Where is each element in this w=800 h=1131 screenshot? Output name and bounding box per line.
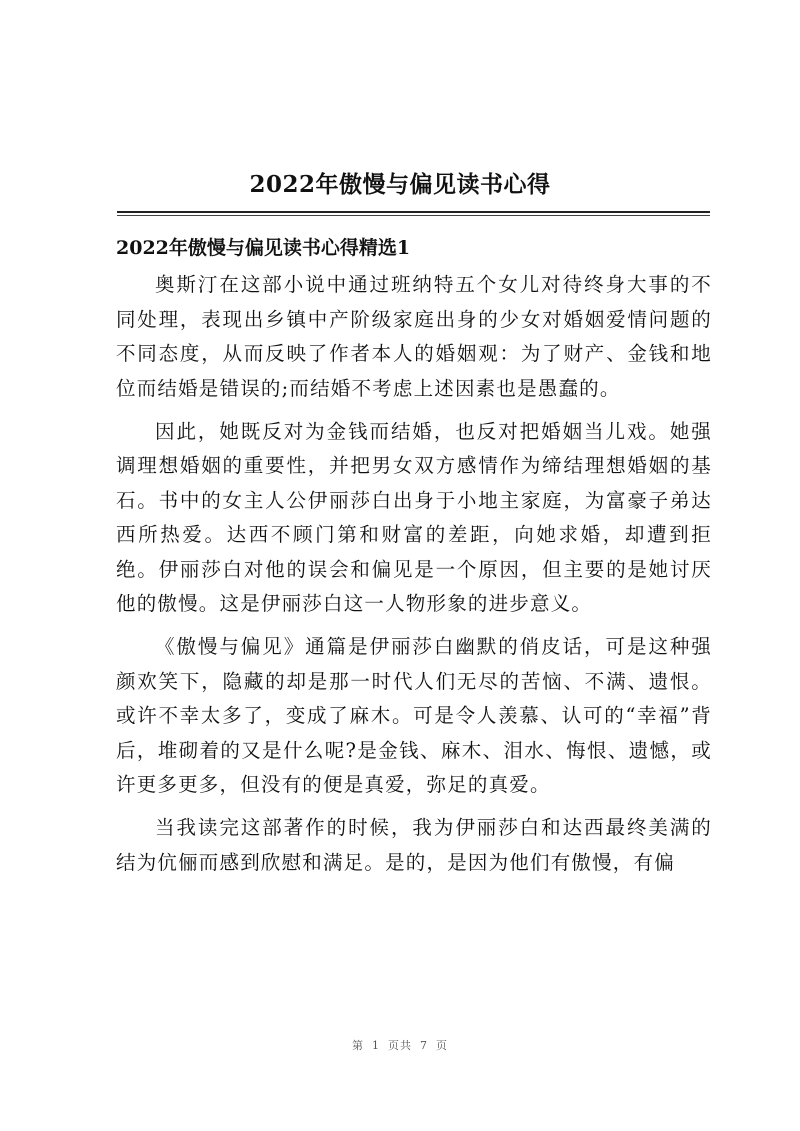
paragraph-2: 因此，她既反对为金钱而结婚，也反对把婚姻当儿戏。她强调理想婚姻的重要性，并把男女双方感情作为缔结理想婚姻的基石。书中的女主人公伊丽莎白出身于小地主家庭，为富豪子弟达西所热爱。达西不顾门第和财富的差距，向她求婚，却遭到拒绝。伊丽莎白对他的误会和偏见是一个原因，但主要的是她讨厌他的傲慢。这是伊丽莎白这一人物形象的进步意义。 <box>116 419 712 615</box>
page-title: 2022年傲慢与偏见读书心得 <box>249 171 551 198</box>
footer-prefix: 第 <box>352 1039 364 1052</box>
paragraph-3: 《傲慢与偏见》通篇是伊丽莎白幽默的俏皮话，可是这种强颜欢笑下，隐藏的却是那一时代人们无尽的苦恼、不满、遗恨。或许不幸太多了，变成了麻木。可是令人羡慕、认可的“幸福”背后，堆砌着的又是什么呢?是金钱、麻木、泪水、悔恨、遗憾，或许更多更多，但没有的便是真爱，弥足的真爱。 <box>116 635 712 796</box>
footer-page-number: 1 <box>372 1039 380 1052</box>
footer-suffix: 页 <box>436 1039 448 1052</box>
page-footer <box>0 1037 800 1053</box>
title-divider <box>117 211 710 213</box>
title-divider-thin <box>117 215 710 216</box>
paragraph-1: 奥斯汀在这部小说中通过班纳特五个女儿对待终身大事的不同处理，表现出乡镇中产阶级家庭出身的少女对婚姻爱情问题的不同态度，从而反映了作者本人的婚姻观：为了财产、金钱和地位而结婚是错误的;而结婚不考虑上述因素也是愚蠢的。 <box>116 273 712 400</box>
footer-total-pages: 7 <box>420 1039 428 1052</box>
document-body <box>116 268 712 889</box>
paragraph-4: 当我读完这部著作的时候，我为伊丽莎白和达西最终美满的结为伉俪而感到欣慰和满足。是的，是因为他们有傲慢，有偏 <box>116 816 712 874</box>
section-heading: 2022年傲慢与偏见读书心得精选1 <box>116 237 411 259</box>
footer-middle: 页共 <box>388 1039 412 1052</box>
